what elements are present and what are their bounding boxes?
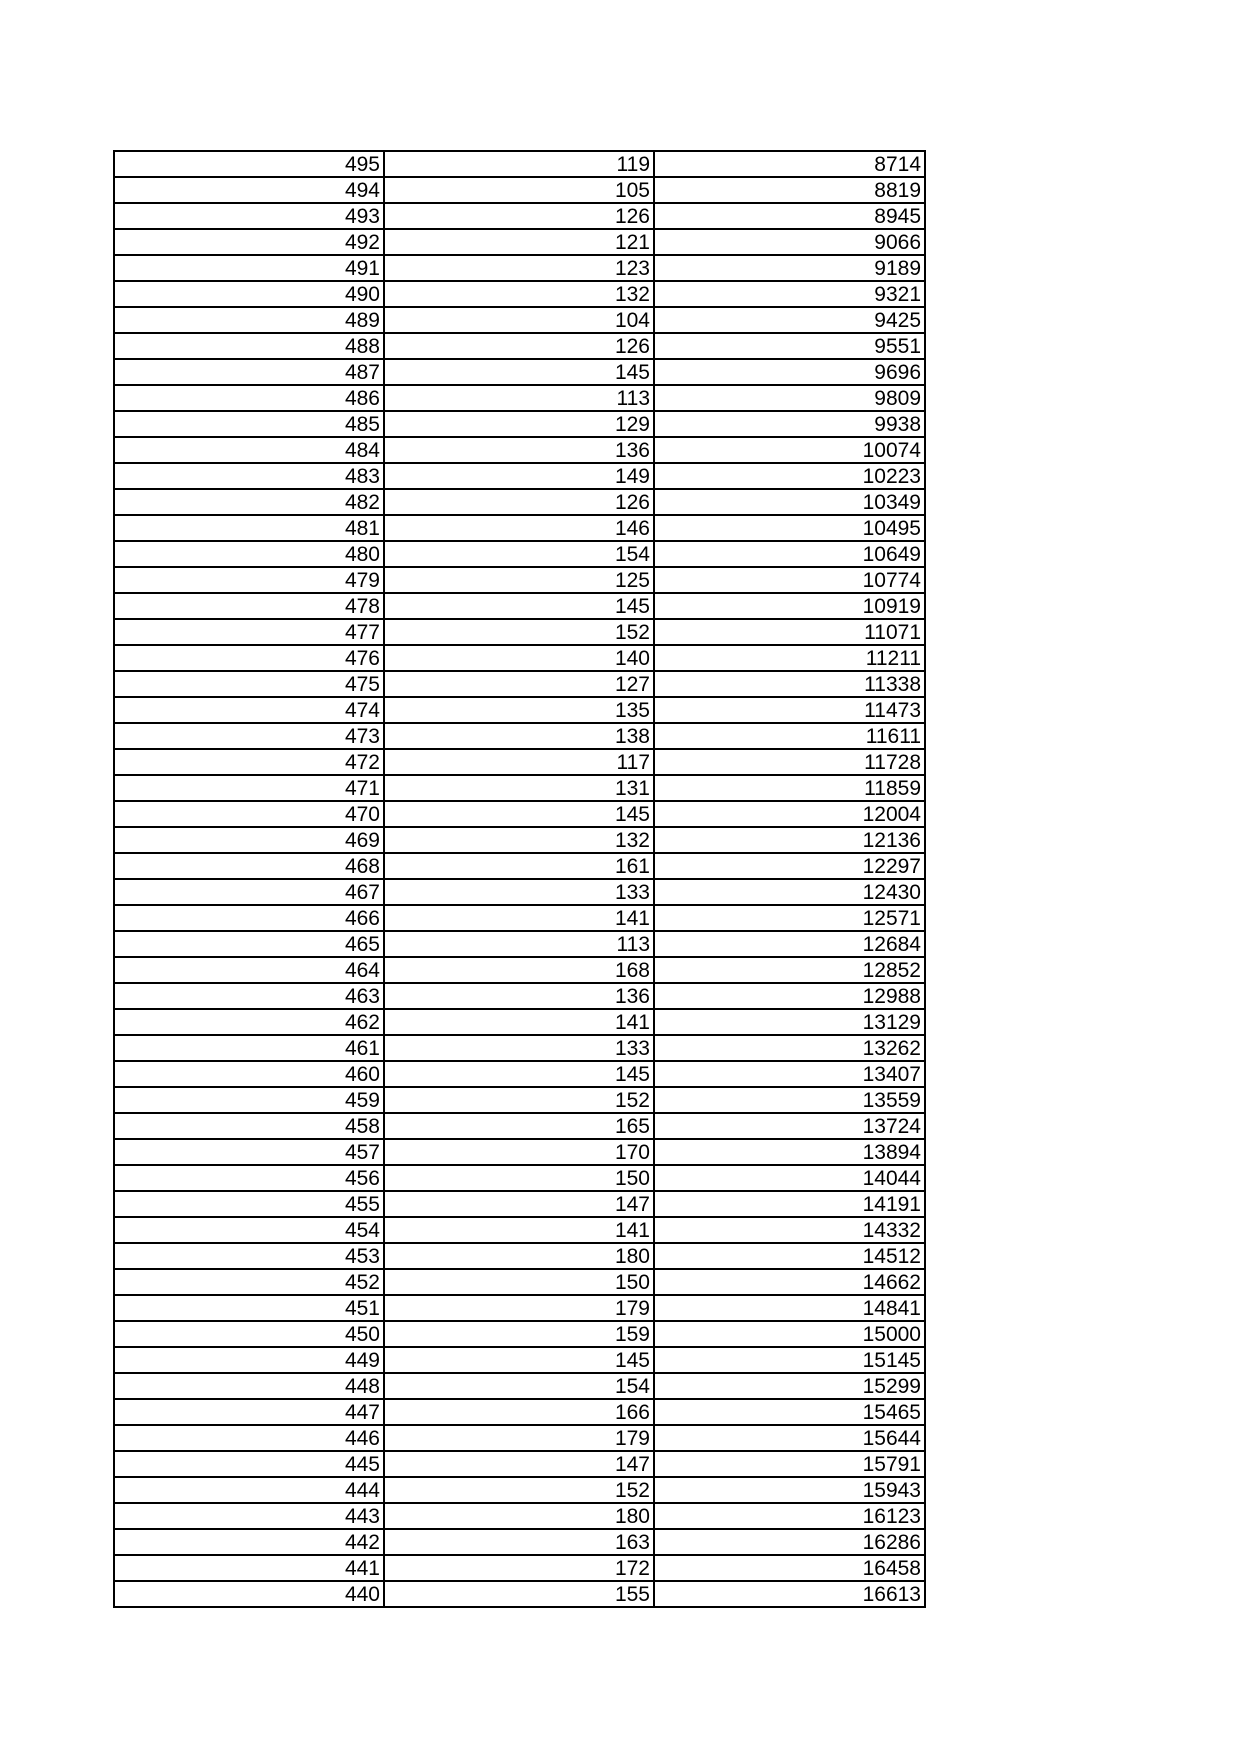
cumulative-cell: 15644: [654, 1425, 925, 1451]
cumulative-cell: 11859: [654, 775, 925, 801]
table-row: [114, 775, 925, 801]
table-row: [114, 619, 925, 645]
count-cell: 145: [384, 359, 654, 385]
count-cell: 133: [384, 1035, 654, 1061]
count-cell: 155: [384, 1581, 654, 1607]
table-row: [114, 307, 925, 333]
score-cell: 484: [114, 437, 384, 463]
cumulative-cell: 12004: [654, 801, 925, 827]
cumulative-cell: 11338: [654, 671, 925, 697]
count-cell: 145: [384, 1347, 654, 1373]
cumulative-cell: 8714: [654, 151, 925, 177]
count-cell: 163: [384, 1529, 654, 1555]
score-cell: 478: [114, 593, 384, 619]
cumulative-cell: 9321: [654, 281, 925, 307]
score-table: [113, 150, 926, 1608]
count-cell: 180: [384, 1243, 654, 1269]
count-cell: 152: [384, 1477, 654, 1503]
score-cell: 447: [114, 1399, 384, 1425]
table-row: [114, 749, 925, 775]
cumulative-cell: 15465: [654, 1399, 925, 1425]
cumulative-cell: 9809: [654, 385, 925, 411]
score-cell: 449: [114, 1347, 384, 1373]
cumulative-cell: 12852: [654, 957, 925, 983]
table-row: [114, 593, 925, 619]
cumulative-cell: 10649: [654, 541, 925, 567]
score-cell: 491: [114, 255, 384, 281]
score-cell: 440: [114, 1581, 384, 1607]
table-row: [114, 1295, 925, 1321]
table-row: [114, 437, 925, 463]
score-cell: 477: [114, 619, 384, 645]
table-row: [114, 879, 925, 905]
count-cell: 117: [384, 749, 654, 775]
count-cell: 136: [384, 983, 654, 1009]
score-cell: 494: [114, 177, 384, 203]
score-cell: 441: [114, 1555, 384, 1581]
score-cell: 452: [114, 1269, 384, 1295]
cumulative-cell: 12571: [654, 905, 925, 931]
cumulative-cell: 9696: [654, 359, 925, 385]
table-row: [114, 853, 925, 879]
score-cell: 471: [114, 775, 384, 801]
table-row: [114, 255, 925, 281]
score-cell: 469: [114, 827, 384, 853]
count-cell: 105: [384, 177, 654, 203]
cumulative-cell: 13559: [654, 1087, 925, 1113]
count-cell: 126: [384, 333, 654, 359]
table-row: [114, 1165, 925, 1191]
cumulative-cell: 15791: [654, 1451, 925, 1477]
cumulative-cell: 9066: [654, 229, 925, 255]
score-cell: 455: [114, 1191, 384, 1217]
cumulative-cell: 16458: [654, 1555, 925, 1581]
count-cell: 133: [384, 879, 654, 905]
table-row: [114, 671, 925, 697]
score-cell: 481: [114, 515, 384, 541]
count-cell: 119: [384, 151, 654, 177]
cumulative-cell: 12136: [654, 827, 925, 853]
cumulative-cell: 14191: [654, 1191, 925, 1217]
score-cell: 486: [114, 385, 384, 411]
count-cell: 152: [384, 1087, 654, 1113]
table-row: [114, 1243, 925, 1269]
cumulative-cell: 8945: [654, 203, 925, 229]
score-cell: 485: [114, 411, 384, 437]
table-row: [114, 931, 925, 957]
cumulative-cell: 14841: [654, 1295, 925, 1321]
count-cell: 113: [384, 931, 654, 957]
cumulative-cell: 10495: [654, 515, 925, 541]
table-row: [114, 723, 925, 749]
table-row: [114, 1061, 925, 1087]
count-cell: 135: [384, 697, 654, 723]
table-row: [114, 1087, 925, 1113]
score-cell: 474: [114, 697, 384, 723]
table-row: [114, 1113, 925, 1139]
table-row: [114, 1009, 925, 1035]
score-cell: 479: [114, 567, 384, 593]
table-row: [114, 359, 925, 385]
cumulative-cell: 13262: [654, 1035, 925, 1061]
count-cell: 126: [384, 203, 654, 229]
count-cell: 154: [384, 1373, 654, 1399]
cumulative-cell: 9189: [654, 255, 925, 281]
count-cell: 145: [384, 593, 654, 619]
table-row: [114, 827, 925, 853]
table-row: [114, 515, 925, 541]
table-row: [114, 1321, 925, 1347]
score-cell: 466: [114, 905, 384, 931]
count-cell: 152: [384, 619, 654, 645]
table-row: [114, 801, 925, 827]
table-row: [114, 905, 925, 931]
cumulative-cell: 16613: [654, 1581, 925, 1607]
score-cell: 490: [114, 281, 384, 307]
score-cell: 454: [114, 1217, 384, 1243]
cumulative-cell: 13724: [654, 1113, 925, 1139]
score-cell: 457: [114, 1139, 384, 1165]
table-row: [114, 1581, 925, 1607]
score-table-container: [113, 150, 926, 1608]
table-row: [114, 567, 925, 593]
table-row: [114, 1555, 925, 1581]
table-row: [114, 333, 925, 359]
score-cell: 444: [114, 1477, 384, 1503]
cumulative-cell: 11071: [654, 619, 925, 645]
table-row: [114, 281, 925, 307]
cumulative-cell: 13407: [654, 1061, 925, 1087]
score-cell: 461: [114, 1035, 384, 1061]
score-cell: 464: [114, 957, 384, 983]
cumulative-cell: 11728: [654, 749, 925, 775]
table-row: [114, 1347, 925, 1373]
count-cell: 180: [384, 1503, 654, 1529]
cumulative-cell: 10349: [654, 489, 925, 515]
score-cell: 448: [114, 1373, 384, 1399]
table-row: [114, 489, 925, 515]
score-cell: 492: [114, 229, 384, 255]
score-cell: 456: [114, 1165, 384, 1191]
count-cell: 127: [384, 671, 654, 697]
table-row: [114, 411, 925, 437]
cumulative-cell: 14662: [654, 1269, 925, 1295]
cumulative-cell: 9551: [654, 333, 925, 359]
table-row: [114, 385, 925, 411]
score-cell: 476: [114, 645, 384, 671]
score-table-body: [114, 151, 925, 1607]
cumulative-cell: 10774: [654, 567, 925, 593]
score-cell: 493: [114, 203, 384, 229]
table-row: [114, 1503, 925, 1529]
count-cell: 150: [384, 1165, 654, 1191]
cumulative-cell: 11611: [654, 723, 925, 749]
count-cell: 147: [384, 1191, 654, 1217]
count-cell: 132: [384, 827, 654, 853]
count-cell: 179: [384, 1425, 654, 1451]
score-cell: 472: [114, 749, 384, 775]
cumulative-cell: 16123: [654, 1503, 925, 1529]
table-row: [114, 1139, 925, 1165]
table-row: [114, 463, 925, 489]
score-cell: 480: [114, 541, 384, 567]
score-cell: 465: [114, 931, 384, 957]
cumulative-cell: 10919: [654, 593, 925, 619]
cumulative-cell: 10223: [654, 463, 925, 489]
cumulative-cell: 12988: [654, 983, 925, 1009]
score-cell: 453: [114, 1243, 384, 1269]
cumulative-cell: 8819: [654, 177, 925, 203]
cumulative-cell: 12430: [654, 879, 925, 905]
table-row: [114, 177, 925, 203]
count-cell: 145: [384, 801, 654, 827]
table-row: [114, 151, 925, 177]
cumulative-cell: 11211: [654, 645, 925, 671]
score-cell: 470: [114, 801, 384, 827]
table-row: [114, 541, 925, 567]
table-row: [114, 1191, 925, 1217]
count-cell: 168: [384, 957, 654, 983]
cumulative-cell: 13894: [654, 1139, 925, 1165]
cumulative-cell: 11473: [654, 697, 925, 723]
score-cell: 487: [114, 359, 384, 385]
table-row: [114, 1269, 925, 1295]
count-cell: 166: [384, 1399, 654, 1425]
table-row: [114, 1373, 925, 1399]
count-cell: 141: [384, 1217, 654, 1243]
table-row: [114, 229, 925, 255]
count-cell: 154: [384, 541, 654, 567]
cumulative-cell: 13129: [654, 1009, 925, 1035]
score-cell: 488: [114, 333, 384, 359]
cumulative-cell: 12297: [654, 853, 925, 879]
table-row: [114, 203, 925, 229]
count-cell: 179: [384, 1295, 654, 1321]
count-cell: 146: [384, 515, 654, 541]
score-cell: 463: [114, 983, 384, 1009]
count-cell: 147: [384, 1451, 654, 1477]
table-row: [114, 957, 925, 983]
count-cell: 126: [384, 489, 654, 515]
count-cell: 140: [384, 645, 654, 671]
count-cell: 113: [384, 385, 654, 411]
cumulative-cell: 12684: [654, 931, 925, 957]
count-cell: 150: [384, 1269, 654, 1295]
count-cell: 165: [384, 1113, 654, 1139]
count-cell: 159: [384, 1321, 654, 1347]
table-row: [114, 645, 925, 671]
count-cell: 136: [384, 437, 654, 463]
count-cell: 131: [384, 775, 654, 801]
count-cell: 170: [384, 1139, 654, 1165]
table-row: [114, 1529, 925, 1555]
table-row: [114, 1217, 925, 1243]
score-cell: 489: [114, 307, 384, 333]
count-cell: 129: [384, 411, 654, 437]
score-cell: 462: [114, 1009, 384, 1035]
cumulative-cell: 16286: [654, 1529, 925, 1555]
score-cell: 450: [114, 1321, 384, 1347]
count-cell: 132: [384, 281, 654, 307]
score-cell: 473: [114, 723, 384, 749]
score-cell: 475: [114, 671, 384, 697]
score-cell: 458: [114, 1113, 384, 1139]
cumulative-cell: 15943: [654, 1477, 925, 1503]
score-cell: 468: [114, 853, 384, 879]
table-row: [114, 1425, 925, 1451]
score-cell: 445: [114, 1451, 384, 1477]
count-cell: 161: [384, 853, 654, 879]
count-cell: 125: [384, 567, 654, 593]
count-cell: 172: [384, 1555, 654, 1581]
cumulative-cell: 14512: [654, 1243, 925, 1269]
cumulative-cell: 10074: [654, 437, 925, 463]
score-cell: 442: [114, 1529, 384, 1555]
score-cell: 459: [114, 1087, 384, 1113]
table-row: [114, 697, 925, 723]
count-cell: 123: [384, 255, 654, 281]
score-cell: 482: [114, 489, 384, 515]
table-row: [114, 1035, 925, 1061]
cumulative-cell: 15299: [654, 1373, 925, 1399]
score-cell: 446: [114, 1425, 384, 1451]
count-cell: 149: [384, 463, 654, 489]
score-cell: 443: [114, 1503, 384, 1529]
count-cell: 141: [384, 1009, 654, 1035]
score-cell: 467: [114, 879, 384, 905]
table-row: [114, 983, 925, 1009]
score-cell: 451: [114, 1295, 384, 1321]
table-row: [114, 1399, 925, 1425]
table-row: [114, 1477, 925, 1503]
count-cell: 145: [384, 1061, 654, 1087]
cumulative-cell: 9938: [654, 411, 925, 437]
cumulative-cell: 14332: [654, 1217, 925, 1243]
score-cell: 495: [114, 151, 384, 177]
cumulative-cell: 15000: [654, 1321, 925, 1347]
cumulative-cell: 15145: [654, 1347, 925, 1373]
count-cell: 104: [384, 307, 654, 333]
table-row: [114, 1451, 925, 1477]
cumulative-cell: 14044: [654, 1165, 925, 1191]
score-cell: 483: [114, 463, 384, 489]
count-cell: 121: [384, 229, 654, 255]
count-cell: 138: [384, 723, 654, 749]
count-cell: 141: [384, 905, 654, 931]
score-cell: 460: [114, 1061, 384, 1087]
cumulative-cell: 9425: [654, 307, 925, 333]
